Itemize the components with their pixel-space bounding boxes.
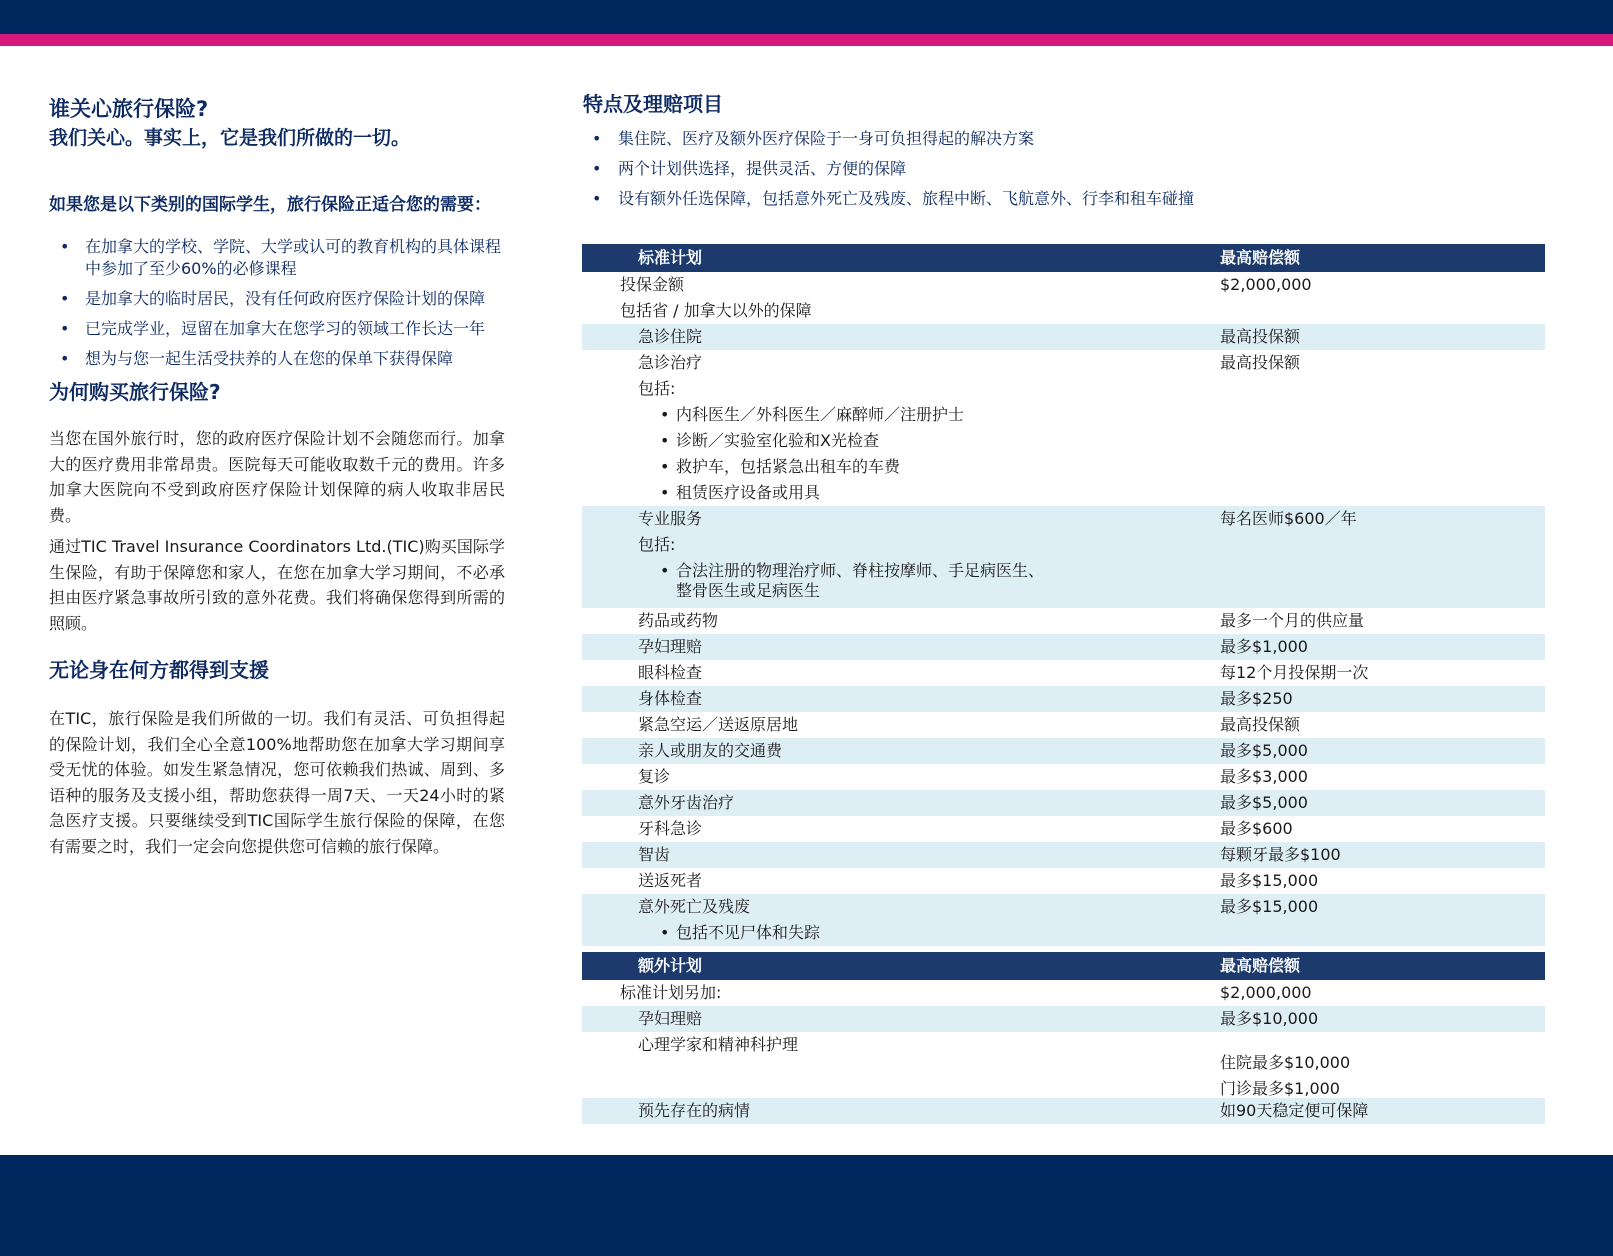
table-row: • 租赁医疗设备或用具: [582, 480, 1545, 506]
list-item: • 是加拿大的临时居民，没有任何政府医疗保险计划的保障: [60, 289, 486, 308]
table-row: 投保金额 $2,000,000: [620, 275, 1312, 294]
table-row: 药品或药物 最多一个月的供应量: [638, 611, 1365, 630]
table-row: 孕妇理赔 最多$1,000: [582, 634, 1545, 660]
table-row: 急诊治疗 最高投保额: [638, 353, 1301, 372]
top-accent-stripe: [0, 34, 1613, 46]
support-heading: 无论身在何方都得到支援: [49, 658, 269, 682]
table-row: 送返死者 最多$15,000: [638, 871, 1319, 890]
bullet-icon: •: [592, 159, 602, 178]
support-paragraph: 在TIC，旅行保险是我们所做的一切。我们有灵活、可负担得起的保险计划，我们全心全意100%地帮助您在加拿大学习期间享受无忧的体验。如发生紧急情况，您可依赖我们热诚、周到、多语种的服务及支援小组，帮助您获得一周7天、一天24小时的紧急医疗支援。只要继续受到TIC国际学生旅行保险的保障，在您有需要之时，我们一定会向您提供您可信赖的旅行保障。: [49, 709, 505, 856]
list-item: • 想为与您一起生活受扶养的人在您的保单下获得保障: [60, 349, 454, 368]
table-row: 孕妇理赔 最多$10,000: [582, 1006, 1545, 1032]
list-item: • 已完成学业，逗留在加拿大在您学习的领域工作长达一年: [60, 319, 486, 338]
left-column: [49, 94, 505, 859]
table-row: • 救护车，包括紧急出租车的车费: [582, 454, 1545, 480]
features-heading: 特点及理赔项目: [583, 92, 723, 116]
intro-text: 如果您是以下类别的国际学生，旅行保险正适合您的需要：: [49, 195, 491, 215]
table-header: 标准计划 最高赔偿额: [582, 244, 1545, 272]
page-title: 谁关心旅行保险?: [49, 97, 209, 121]
bullet-icon: •: [60, 349, 70, 368]
table-row: 智齿 每颗牙最多$100: [582, 842, 1545, 868]
standard-plan-table: [582, 244, 1545, 946]
table-header: 额外计划 最高赔偿额: [582, 952, 1545, 980]
table-row: 专业服务 每名医师$600／年: [582, 506, 1545, 532]
table-row: 标准计划另加: $2,000,000: [620, 983, 1312, 1002]
eligibility-list: [49, 236, 505, 370]
table-row: • 包括不见尸体和失踪: [582, 920, 1545, 946]
table-row: 急诊住院 最高投保额: [582, 324, 1545, 350]
why-heading: 为何购买旅行保险?: [49, 380, 221, 404]
top-banner: [0, 0, 1613, 34]
table-row: • 合法注册的物理治疗师、脊柱按摩师、手足病医生、 整骨医生或足病医生: [582, 558, 1545, 608]
why-paragraph-1: 当您在国外旅行时，您的政府医疗保险计划不会随您而行。加拿大的医疗费用非常昂贵。医院每天可能收取数千元的费用。许多加拿大医院向不受到政府医疗保险计划保障的病人收取非居民费。: [49, 429, 505, 525]
bullet-icon: •: [60, 289, 70, 308]
table-row: 包括:: [638, 379, 676, 398]
bullet-icon: •: [660, 923, 670, 942]
table-row: 意外牙齿治疗 最多$5,000: [582, 790, 1545, 816]
list-item: • 设有额外任选保障，包括意外死亡及残废、旅程中断、飞航意外、行李和租车碰撞: [592, 189, 1195, 208]
list-item: • 两个计划供选择，提供灵活、方便的保障: [592, 159, 907, 178]
list-item: • 在加拿大的学校、学院、大学或认可的教育机构的具体课程中参加了至少60%的必修课程: [60, 237, 502, 278]
bullet-icon: •: [660, 405, 670, 424]
table-row: 亲人或朋友的交通费 最多$5,000: [582, 738, 1545, 764]
why-paragraph-2: 通过TIC Travel Insurance Coordinators Ltd.(TIC)购买国际学生保险，有助于保障您和家人，在您在加拿大学习期间，不必承担由医疗紧急事故所引致的意外花费。我们将确保您得到所需的照顾。: [49, 537, 505, 633]
table-row: 复诊 最多$3,000: [638, 767, 1308, 786]
list-item: • 集住院、医疗及额外医疗保险于一身可负担得起的解决方案: [592, 129, 1035, 148]
table-row: 包括:: [582, 532, 1545, 558]
page-subtitle: 我们关心。事实上，它是我们所做的一切。: [49, 127, 411, 149]
table-row: • 诊断／实验室化验和X光检查: [582, 428, 1545, 454]
table-row: 包括省 / 加拿大以外的保障: [620, 301, 812, 320]
bullet-icon: •: [592, 189, 602, 208]
table-row: 牙科急诊 最多$600: [638, 819, 1293, 838]
bullet-icon: •: [660, 561, 670, 580]
bullet-icon: •: [660, 431, 670, 450]
features-list: [580, 128, 1545, 209]
right-column: [580, 90, 1545, 218]
table-row: • 内科医生／外科医生／麻醉师／注册护士: [582, 402, 1545, 428]
table-row: 意外死亡及残废 最多$15,000: [582, 894, 1545, 920]
table-row: 眼科检查 每12个月投保期一次: [638, 663, 1369, 682]
bottom-banner: [0, 1155, 1613, 1256]
bullet-icon: •: [660, 483, 670, 502]
table-row: 心理学家和精神科护理 住院最多$10,000 门诊最多$1,000: [638, 1035, 1351, 1098]
extra-plan-table: [582, 952, 1545, 1124]
table-row: 预先存在的病情 如90天稳定便可保障: [582, 1098, 1545, 1124]
bullet-icon: •: [660, 457, 670, 476]
bullet-icon: •: [592, 129, 602, 148]
table-row: 身体检查 最多$250: [582, 686, 1545, 712]
bullet-icon: •: [60, 319, 70, 338]
bullet-icon: •: [60, 237, 70, 256]
table-row: 紧急空运／送返原居地 最高投保额: [638, 715, 1301, 734]
